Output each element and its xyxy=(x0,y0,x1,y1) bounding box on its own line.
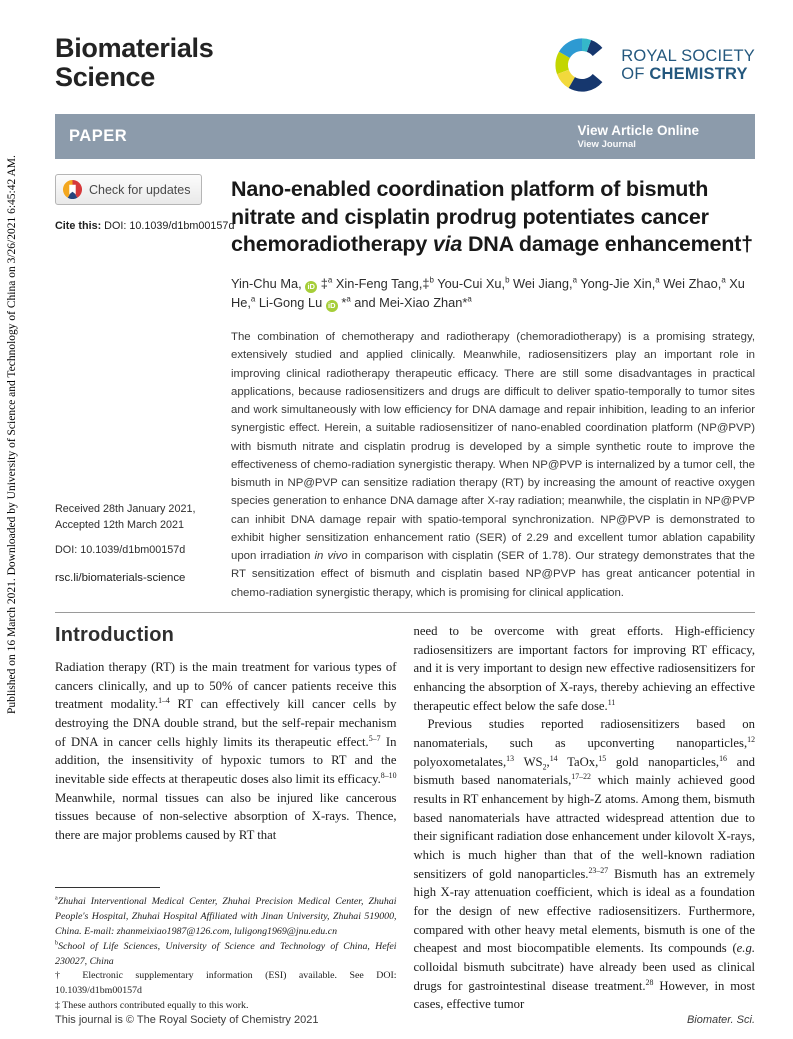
copyright-note: This journal is © The Royal Society of Chemistry 2021 xyxy=(55,1014,319,1026)
rsc-c-icon xyxy=(553,36,611,94)
received-accepted-dates xyxy=(55,501,218,533)
journal-title xyxy=(55,34,213,92)
article-meta-column xyxy=(55,174,235,602)
view-links xyxy=(577,123,741,150)
journal-website-link[interactable]: rsc.li/biomaterials-science xyxy=(55,571,186,584)
check-for-updates-button[interactable] xyxy=(55,174,202,205)
masthead xyxy=(55,0,755,94)
footnote-equal-contribution: ‡ These authors contributed equally to this work. xyxy=(55,1000,249,1012)
view-article-online-link[interactable]: View Article Online xyxy=(577,123,699,138)
journal-title-line1: Biomaterials xyxy=(55,33,214,63)
download-provenance-note: Published on 16 March 2021. Downloaded by University of Science and Technology of China on 3/26/2021 6:45:42 AM. xyxy=(6,155,18,714)
publisher-name-line1: ROYAL SOCIETY xyxy=(621,46,755,65)
check-for-updates-label: Check for updates xyxy=(89,182,191,197)
view-journal-link[interactable]: View Journal xyxy=(577,139,636,150)
doi: DOI: 10.1039/d1bm00157d xyxy=(55,543,186,556)
cite-this xyxy=(55,220,235,232)
orcid-icon[interactable]: iD xyxy=(305,281,317,293)
abstract-text: The combination of chemotherapy and radiotherapy (chemoradiotherapy) is a promising strategy, extensively studied and applied clinically. Meanwhile, radiosensitizers play an important role in improving clinical radiotherapy therapeutic efficacy. There are still some disadvantages in practical applications, because radiosensitizers and drugs are difficult to deliver spatio-temporally to tumor sites and work simultaneously with low efficiency for DNA damage and repair inhibition, leading to an inferior synergistic effect. Herein, a suitable radiosensitizer of nano-enabled coordination platform (NP@PVP) with bismuth nitrate and cisplatin prodrug is developed by a simple synthetic route to improve the effectiveness of chemo-radiation synergistic therapy. When NP@PVP is internalized by a tumor cell, the bismuth in NP@PVP can sensitize radiation therapy (RT) by increasing the amount of reactive oxygen species generation to enhance DNA damage after X-ray radiation; meanwhile, the cisplatin in NP@PVP can inhibit DNA damage repair with spatio-temporal synchronization. NP@PVP is demonstrated to exhibit higher sensitization enhancement ratio (SER) of 2.29 and excellent tumor ablation capability upon irradiation in vivo in comparison with cisplatin (SER of 1.78). Our strategy demonstrates that the RT sensitization effect of bismuth and cisplatin based NP@PVP has great anticancer potential in chemo-radiation synergistic therapy, which is promising for clinical application. xyxy=(231,331,755,599)
intro-paragraph-3: Previous studies reported radiosensitizers based on nanomaterials, such as upconverting nanoparticles,$^{12}$ polyoxometalates,$^{13}$ $WS_2,^{14}$ TaOx,$^{15}$ gold nanoparticles,$^{16}$ and bismuth based nanomaterials,$^{17-22}$ which mainly achieved good results in RT enhancement by high-Z atoms. Among them, bismuth based nanomaterials have attracted widespread attention due to their significant radiation dose enhancement under kilovolt X-rays, which is much higher than that of the well-known radiation sensitizers of gold nanoparticles.$^{23-27}$ Bismuth has an extremely high X-ray attenuation coefficient, which is ideal as a foundation for the design of new effective radiosensitizers. Furthermore, compared with other heavy metal elements, bismuth is one of the cheapest and most biocompatible elements. Its compounds (e.g. colloidal bismuth subcitrate) have already been used as clinical drugs for gastrointestinal disease treatment.$^{28}$ However, in most cases, effective tumor xyxy=(413,717,756,1012)
publisher-name xyxy=(621,47,755,84)
accepted-date: Accepted 12th March 2021 xyxy=(55,518,185,531)
footnote-block xyxy=(55,873,397,1014)
affiliation-b: $^b$School of Life Sciences, University of Science and Technology of China, Hefei 230027, China xyxy=(55,940,397,967)
author-list: Yin-Chu Ma, iD ‡$^a$ Xin-Feng Tang,‡$^b$ You-Cui Xu,$^b$ Wei Jiang,$^a$ Yong-Jie Xin,$^a$ Wei Zhao,$^a$ Xu He,$^a$ Li-Gong Lu iD *$^a$ and Mei-Xiao Zhan*$^a$ xyxy=(231,275,745,311)
article-type-banner xyxy=(55,114,755,159)
section-heading-introduction: Introduction xyxy=(55,623,175,646)
cite-this-label: Cite this: xyxy=(55,220,102,232)
article-type-label: PAPER xyxy=(69,127,128,145)
footnotes xyxy=(55,895,397,1014)
body-column-left xyxy=(55,622,397,1014)
orcid-icon[interactable]: iD xyxy=(326,300,338,312)
page-footer xyxy=(55,1014,755,1026)
publisher-logo xyxy=(553,36,755,94)
journal-abbreviation: Biomater. Sci. xyxy=(686,1014,755,1026)
article-title: Nano-enabled coordination platform of bismuth nitrate and cisplatin prodrug potentiates cancer chemoradiotherapy via DNA damage enhancement† xyxy=(231,177,753,257)
footnote-divider xyxy=(55,887,160,888)
cite-doi-link[interactable]: DOI: 10.1039/d1bm00157d xyxy=(101,220,235,232)
publisher-name-line2: OF CHEMISTRY xyxy=(621,65,748,83)
body-columns xyxy=(55,622,755,1014)
crossmark-icon xyxy=(63,180,82,199)
affiliation-a: $^a$Zhuhai Interventional Medical Center, Zhuhai Precision Medical Center, Zhuhai People's Hospital, Zhuhai Hospital Affiliated with Jinan University, Zhuhai 519000, China. E-mail: zhanmeixiao1987@126.com, luligong1969@jnu.edu.cn xyxy=(55,895,397,937)
footnote-esi: † Electronic supplementary information (ESI) available. See DOI: 10.1039/d1bm00157d xyxy=(55,970,397,997)
intro-paragraph-1: Radiation therapy (RT) is the main treatment for various types of cancers clinically, and up to 50% of cancer patients receive this treatment modality.$^{1-4}$ RT can effectively kill cancer cells by destroying the DNA double strand, but the self-repair mechanism of DNA in cancer cells highly limits its therapeutic effect.$^{5-7}$ In addition, the insensitivity of hypoxic tumors to RT and the inevitable side effects at therapeutic doses also limit its efficacy.$^{8-10}$ Meanwhile, normal tissues can also be injured like cancerous tissues because of non-selective absorption of X-rays. Thence, there are major problems caused by RT that xyxy=(55,659,397,842)
journal-title-line2: Science xyxy=(55,62,155,93)
intro-paragraph-2: need to be overcome with great efforts. High-efficiency radiosensitizers are important factors for improving RT efficacy, and it is very important to design new effective radiosensitizers for enhancing the absorption of X-rays, thereby achieving an effective therapeutic effect below the safe dose.$^{11}$ xyxy=(413,623,755,713)
title-block xyxy=(55,174,755,602)
title-column xyxy=(231,174,755,602)
section-divider xyxy=(55,612,755,613)
received-date: Received 28th January 2021, xyxy=(55,502,196,515)
body-column-right xyxy=(414,622,756,1014)
